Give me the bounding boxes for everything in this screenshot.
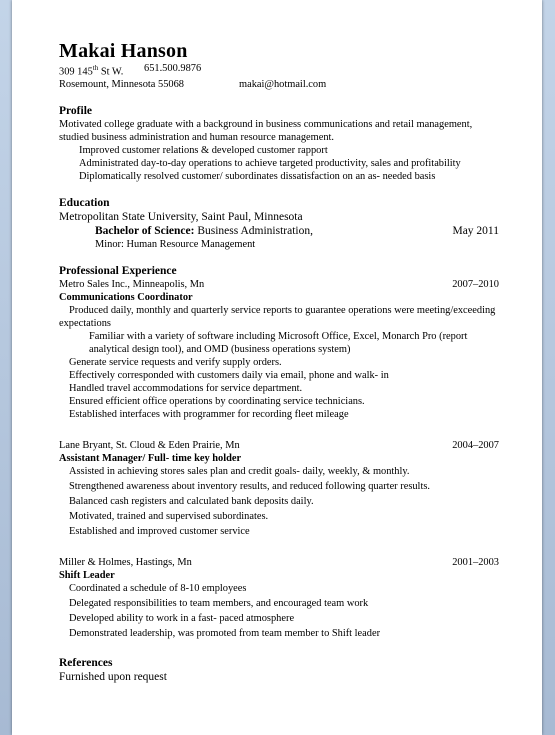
profile-point-text: Diplomatically resolved customer/ subordinates dissatisfaction on an as- needed basis	[79, 171, 436, 183]
profile-point	[59, 144, 499, 157]
street-address	[59, 62, 144, 78]
profile-point	[59, 157, 499, 170]
job-point-text: Motivated, trained and supervised subordinates.	[69, 511, 269, 523]
city-state-zip: Rosemount, Minnesota 55068	[59, 79, 184, 91]
job-title: Communications Coordinator	[59, 292, 193, 304]
profile-heading: Profile	[59, 105, 92, 118]
job-point-text: Demonstrated leadership, was promoted from team member to Shift leader	[69, 628, 381, 640]
job-header	[59, 556, 499, 569]
job-dates: 2001–2003	[452, 557, 499, 569]
job-point-text: Handled travel accommodations for service department.	[69, 383, 303, 395]
job-header	[59, 278, 499, 291]
education-minor: Minor: Human Resource Management	[95, 239, 256, 251]
street-number: 309 145	[59, 66, 93, 78]
job-point	[59, 582, 499, 595]
education-institution: Metropolitan State University, Saint Paul, Minnesota	[59, 211, 303, 224]
education-heading: Education	[59, 197, 110, 210]
job-entry	[59, 556, 499, 640]
job-point-text: Ensured efficient office operations by coordinating service technicians.	[69, 396, 365, 408]
job-point-text: Developed ability to work in a fast- paced atmosphere	[69, 613, 295, 625]
phone-number: 651.500.9876	[144, 63, 202, 74]
degree-field: Business Administration,	[194, 225, 313, 238]
degree-label: Bachelor of Science:	[95, 225, 195, 238]
job-point-text: Established interfaces with programmer for recording fleet mileage	[69, 409, 349, 421]
contact-line-1	[59, 62, 499, 78]
job-point	[59, 597, 499, 610]
references-section	[59, 656, 499, 684]
job-entry	[59, 439, 499, 538]
job-point	[59, 525, 499, 538]
resume-content	[59, 40, 499, 684]
job-point	[59, 408, 499, 421]
job-header	[59, 439, 499, 452]
profile-point-text: Administrated day-to-day operations to achieve targeted productivity, sales and profitability	[79, 158, 461, 170]
references-heading: References	[59, 657, 113, 670]
experience-heading: Professional Experience	[59, 265, 177, 278]
job-point-text: Established and improved customer service	[69, 526, 250, 538]
job-point-text: Balanced cash registers and calculated bank deposits daily.	[69, 496, 314, 508]
job-company: Metro Sales Inc., Minneapolis, Mn	[59, 279, 205, 291]
experience-section	[59, 264, 499, 640]
profile-section	[59, 104, 499, 183]
job-point	[59, 304, 499, 330]
profile-point	[59, 170, 499, 183]
job-point-text: Generate service requests and verify supply orders.	[69, 357, 282, 369]
profile-point-text: Improved customer relations & developed customer rapport	[79, 145, 328, 157]
job-point	[59, 382, 499, 395]
degree-date: May 2011	[452, 225, 499, 238]
education-degree	[59, 224, 499, 238]
job-point	[59, 495, 499, 508]
job-point-text: Coordinated a schedule of 8-10 employees	[69, 583, 247, 595]
street-name: St W.	[98, 66, 124, 78]
job-point	[59, 612, 499, 625]
job-point	[59, 627, 499, 640]
resume-name: Makai Hanson	[59, 40, 188, 62]
job-company: Lane Bryant, St. Cloud & Eden Prairie, Mn	[59, 440, 240, 452]
job-point-text: Assisted in achieving stores sales plan and credit goals- daily, weekly, & monthly.	[69, 466, 410, 478]
job-point	[59, 480, 499, 493]
document-page	[12, 0, 542, 735]
job-point	[59, 465, 499, 478]
job-sub-paragraph: Familiar with a variety of software including Microsoft Office, Excel, Monarch Pro (report analytical design tool), and OMD (business operations system)	[89, 331, 468, 356]
job-point	[59, 395, 499, 408]
job-entry	[59, 278, 499, 421]
job-point-text: Delegated responsibilities to team members, and encouraged team work	[69, 598, 369, 610]
job-title: Assistant Manager/ Full- time key holder	[59, 453, 242, 465]
job-dates: 2007–2010	[452, 279, 499, 291]
job-company: Miller & Holmes, Hastings, Mn	[59, 557, 192, 569]
references-text: Furnished upon request	[59, 671, 167, 684]
street-suffix: th	[92, 64, 99, 72]
job-title: Shift Leader	[59, 570, 115, 582]
email-address: makai@hotmail.com	[239, 79, 327, 91]
job-point	[59, 369, 499, 382]
job-point-text: Produced daily, monthly and quarterly service reports to guarantee operations were meeting/exceeding expectations	[59, 305, 496, 330]
job-point-text: Strengthened awareness about inventory results, and reduced following quarter results.	[69, 481, 430, 493]
contact-line-2	[59, 78, 499, 91]
job-point	[59, 356, 499, 369]
profile-summary: Motivated college graduate with a background in business communications and retail management, studied business administration and human resource management.	[59, 119, 473, 144]
job-dates: 2004–2007	[452, 440, 499, 452]
job-point-text: Effectively corresponded with customers daily via email, phone and walk- in	[69, 370, 389, 382]
education-section	[59, 196, 499, 251]
job-point	[59, 510, 499, 523]
